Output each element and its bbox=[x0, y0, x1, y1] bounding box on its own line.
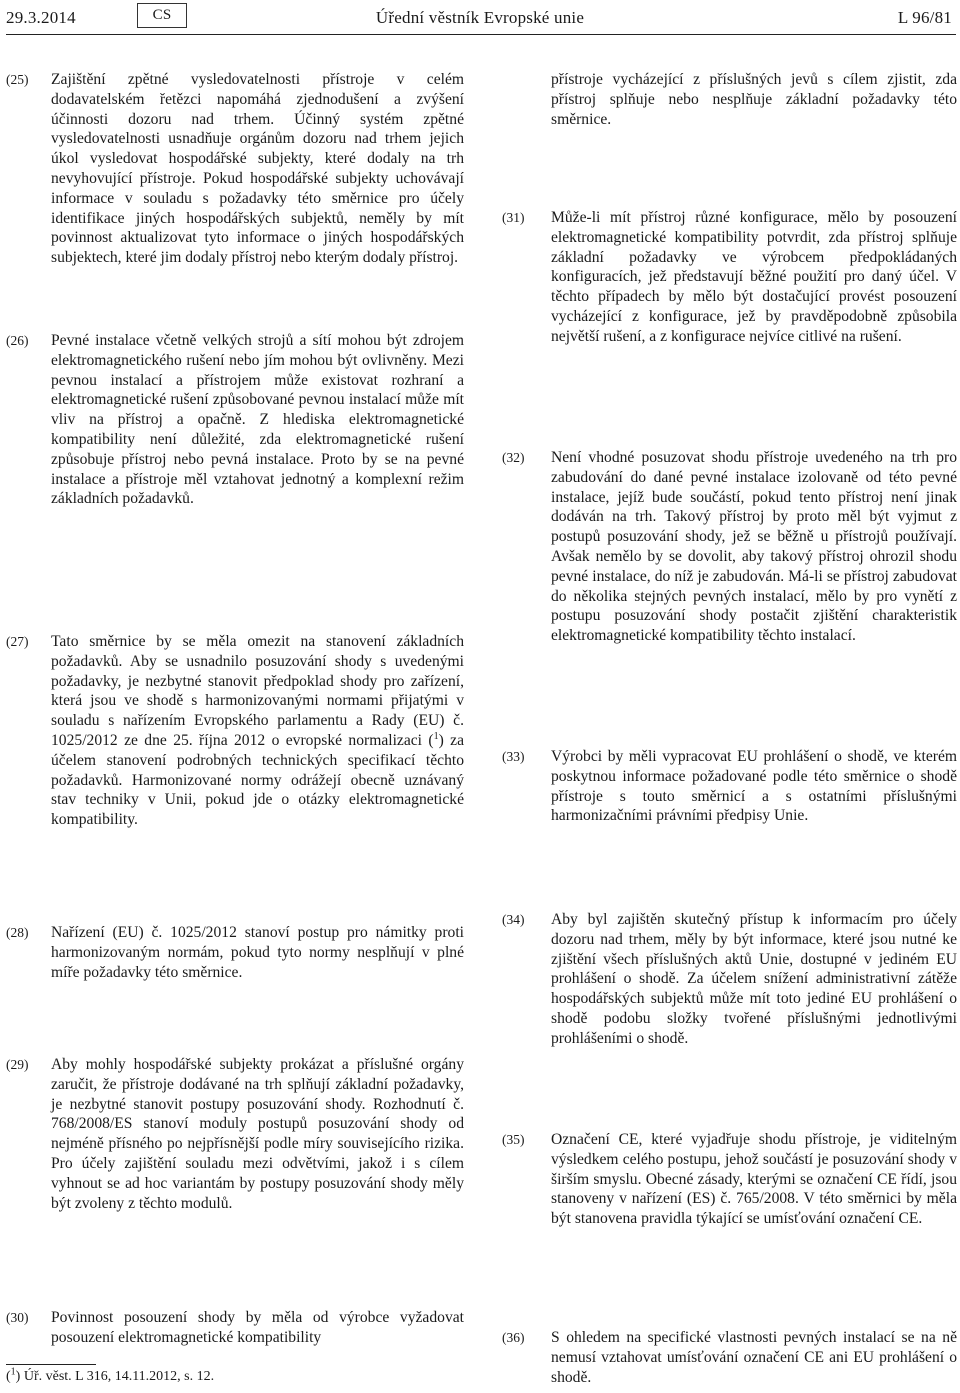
footnote-reference[interactable]: 1 bbox=[433, 730, 439, 742]
recital-number: (26) bbox=[6, 333, 29, 348]
recital-30-continuation: přístroje vycházející z příslušných jevů s cílem zjistit, zda přístroj splňuje nebo nesplňuje základní požadavky této směrnice. bbox=[551, 71, 957, 128]
recital-text: Povinnost posouzení shody by měla od výrobce vyžadovat posouzení elektromagnetické kompatibility bbox=[51, 1309, 464, 1346]
language-badge: CS bbox=[137, 3, 187, 28]
publication-date: 29.3.2014 bbox=[6, 8, 76, 27]
recital-text: S ohledem na specifické vlastnosti pevných instalací se na ně nemusí vztahovat umísťování označení CE ani EU prohlášení o shodě. bbox=[551, 1329, 957, 1386]
recital-number: (34) bbox=[502, 912, 525, 927]
footnote-text: Úř. věst. L 316, 14.11.2012, s. 12. bbox=[23, 1369, 215, 1384]
header-rule bbox=[6, 34, 956, 35]
page-header bbox=[0, 0, 960, 36]
recital-text: Není vhodné posuzovat shodu přístroje uvedeného na trh pro zabudování do dané pevné instalace izolovaně od této pevné instalace, jejíž bude součástí, pokud tento přístroj není jinak dodáván na trh. Takový přístroj by proto měl být vyjmut z postupů posuzování shody, jež se běžně u přístrojů používají. Avšak nemělo by se dovolit, aby takový přístroj ohrozil shodu pevné instalace, do níž je zabudován. Má-li se přístroj zabudovat do několika stejných pevných instalací, mělo by pro vynětí z postupu posuzování shody postačit zjištění charakteristik elektromagnetické kompatibility těchto instalací. bbox=[551, 449, 957, 645]
recital-number: (28) bbox=[6, 925, 29, 940]
footnote-rule bbox=[6, 1364, 96, 1365]
page-reference: L 96/81 bbox=[897, 8, 952, 27]
recital-text-part: Tato směrnice by se měla omezit na stanovení základních požadavků. Aby se usnadnilo posuzování shody s uvedenými požadavky, je nezbytné stanovit předpoklad shody pro zařízení, která jsou ve shodě s harmonizovanými normami přijatými v souladu s nařízením Evropského parlamentu a Rady (EU) č. 1025/2012 ze dne 25. října 2012 o evropské normalizaci ( bbox=[51, 633, 464, 749]
recital-text bbox=[51, 632, 464, 830]
recital-text: Aby mohly hospodářské subjekty prokázat a příslušné orgány zaručit, že přístroje dodávané na trh splňují základní požadavky, je nezbytné stanovit postupy posuzování shody. Rozhodnutí č. 768/2008/ES stanoví moduly postupů posuzování shody od nejméně přísného po nejpřísnější podle míry souvisejícího rizika. Pro účely zajištění souladu mezi odvětvími, jakož i s cílem vyhnout se ad hoc variantám by postupy posuzování shody měly být zvoleny z těchto modulů. bbox=[51, 1056, 464, 1212]
recital-text: Označení CE, které vyjadřuje shodu přístroje, je viditelným výsledkem celého postupu, jehož součástí je posuzování shody v širším smyslu. Obecné zásady, kterými se označení CE řídí, jsou stanoveny v nařízení (ES) č. 765/2008. V této směrnici by měla být stanovena pravidla týkající se umísťování označení CE. bbox=[551, 1131, 957, 1228]
recital-number: (29) bbox=[6, 1057, 29, 1072]
journal-title: Úřední věstník Evropské unie bbox=[375, 8, 585, 27]
recital-text: Nařízení (EU) č. 1025/2012 stanoví postup pro námitky proti harmonizovaným normám, pokud tyto normy nesplňují v plné míře požadavky této směrnice. bbox=[51, 924, 464, 981]
recital-number: (32) bbox=[502, 450, 525, 465]
recital-text: Zajištění zpětné vysledovatelnosti přístroje v celém dodavatelském řetězci napomáhá zjednodušení a zvýšení účinnosti dozoru nad trhem. Účinný systém zpětné vysledovatelnosti usnadňuje orgánům dozoru nad trhem jejich úkol vysledovat hospodářské subjekty, které dodaly na trh nevyhovující přístroje. Pokud hospodářské subjekty uchovávají informace v souladu s požadavky této směrnice pro účely identifikace jiných hospodářských subjektů, neměly by mít povinnost aktualizovat tyto informace o jiných hospodářských subjektech, které jim dodaly přístroj nebo kterým dodaly přístroj. bbox=[51, 71, 464, 267]
recital-number: (35) bbox=[502, 1132, 525, 1147]
recital-text: Aby byl zajištěn skutečný přístup k informacím pro účely dozoru nad trhem, měly by být informace, které jsou nutné ke zjištění všech příslušných aktů Unie, dostupné v jediném EU prohlášení o shodě. Za účelem snížení administrativní zátěže hospodářských subjektů může mít toto jediné EU prohlášení o shodě podobu složky tvořené příslušnými jednotlivými prohlášeními o shodě. bbox=[551, 911, 957, 1047]
recital-number: (27) bbox=[6, 634, 29, 649]
footnote: ($^1$) Úř. věst. L 316, 14.11.2012, s. 12. bbox=[6, 1366, 215, 1384]
recital-number: (25) bbox=[6, 72, 29, 87]
recital-text-part: ) za účelem stanovení podrobných technických specifikací těchto požadavků. Harmonizované normy odrážejí obecně uznávaný stav techniky v Unii, pokud jde o otázky elektromagnetické kompatibility. bbox=[51, 731, 464, 829]
footnote-marker: 1 bbox=[10, 1366, 16, 1378]
recital-text: Výrobci by měli vypracovat EU prohlášení o shodě, ve kterém poskytnou informace požadované podle této směrnice o shodě přístroje s touto směrnicí a s ostatními příslušnými harmonizačními právními předpisy Unie. bbox=[551, 748, 957, 825]
recital-number: (33) bbox=[502, 749, 525, 764]
recital-number: (36) bbox=[502, 1330, 525, 1345]
recital-text: Může-li mít přístroj různé konfigurace, mělo by posouzení elektromagnetické kompatibility potvrdit, zda přístroj splňuje základní požadavky ve výrobcem předpokládaných konfiguracích, jež představují běžné použití pro daný účel. V těchto případech by mělo být dostačující provést posouzení vycházející z konfigurace, jež by pravděpodobně způsobila největší rušení, a z konfigurace nejvíce citlivé na rušení. bbox=[551, 209, 957, 345]
recital-number: (30) bbox=[6, 1310, 29, 1325]
recital-text: Pevné instalace včetně velkých strojů a sítí mohou být zdrojem elektromagnetického rušení nebo jím mohou být ovlivněny. Mezi pevnou instalací a přístrojem může existovat rozhraní a elektromagnetické rušení způsobované pevnou instalací může mít vliv na přístroj a opačně. Z hlediska elektromagnetické kompatibility není důležité, zda elektromagnetické rušení způsobuje přístroj nebo pevná instalace. Proto by se na pevné instalace a přístroje měl vztahovat jednotný a komplexní režim základních požadavků. bbox=[51, 332, 464, 508]
recital-number: (31) bbox=[502, 210, 525, 225]
